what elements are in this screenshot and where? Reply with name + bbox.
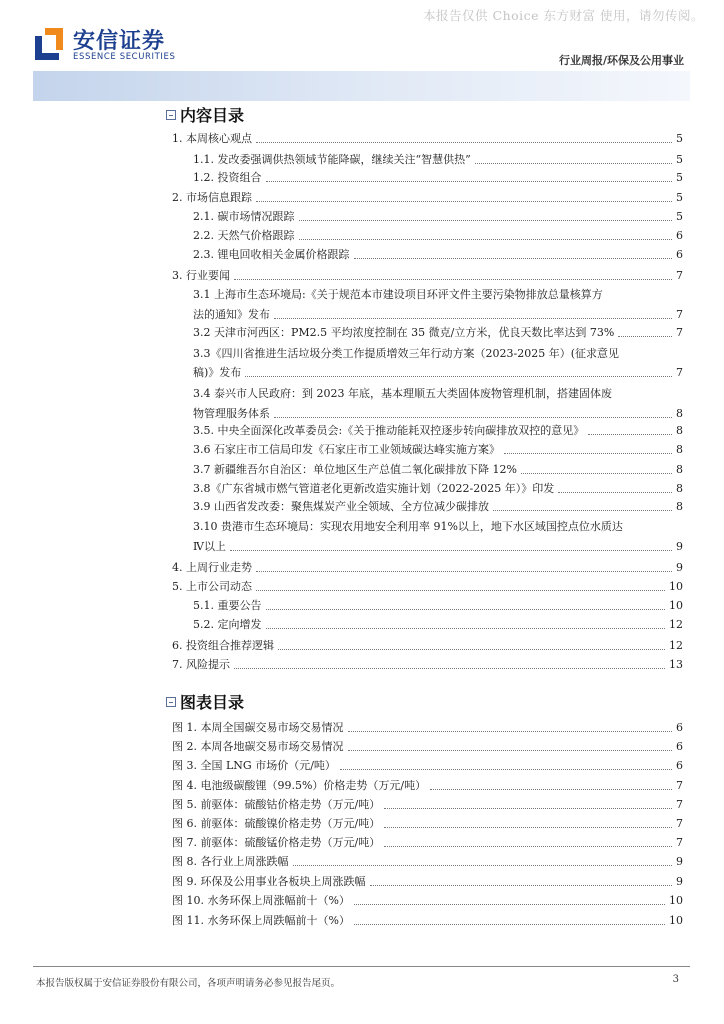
toc-entry-text: 3.9 山西省发改委：聚焦煤炭产业全领域、全方位减少碳排放 [193,500,489,513]
toc-entry-text: 2. 市场信息跟踪 [172,191,252,204]
toc-entry-page: 6 [676,248,683,261]
toc-entry-page: 7 [676,269,683,282]
page-number: 3 [672,974,679,985]
figure-entry-page: 10 [669,894,683,907]
figures-heading [166,690,244,713]
toc-dot-leader [278,630,665,650]
figure-entry-page: 6 [676,759,683,772]
toc-dot-leader [234,649,665,669]
toc-entry-page: 13 [669,658,683,671]
company-logo [33,24,183,68]
figure-entry-text: 图 10. 水务环保上周涨幅前十（%） [172,894,350,907]
toc-entry-page: 8 [676,424,683,437]
toc-entry[interactable] [0,305,724,325]
toc-dot-leader [475,144,672,164]
toc-dot-leader [274,299,672,319]
toc-entry-page: 7 [676,326,683,339]
toc-entry-page: 5 [676,153,683,166]
toc-dot-leader [521,454,672,474]
figure-entry-text: 图 5. 前驱体：硫酸钴价格走势（万元/吨） [172,798,381,811]
toc-entry-page: 12 [669,639,683,652]
toc-entry[interactable] [0,266,724,286]
toc-dot-leader [266,590,666,610]
toc-entry-page: 10 [669,580,683,593]
toc-entry-page: 8 [676,443,683,456]
toc-dot-leader [256,123,672,143]
toc-dot-leader [256,552,672,572]
figure-dot-leader [384,827,672,847]
toc-entry-text: 3.8《广东省城市燃气管道老化更新改造实施计划（2022-2025 年）》印发 [193,482,555,495]
toc-entry-text: 3.5. 中央全面深化改革委员会:《关于推动能耗双控逐步转向碳排放双控的意见》 [193,424,585,437]
toc-dot-leader [354,239,673,259]
toc-entry-text: 3.10 贵港市生态环境局：实现农用地安全利用率 91%以上，地下水区域国控点位水质达 [193,520,623,533]
toc-entry-text: 3. 行业要闻 [172,269,230,282]
toc-entry-page: 5 [676,191,683,204]
figure-entry-text: 图 2. 本周各地碳交易市场交易情况 [172,740,344,753]
toc-dot-leader [504,434,672,454]
toc-dot-leader [234,260,672,280]
toc-entry-page: 9 [676,540,683,553]
figure-dot-leader [354,885,665,905]
figure-entry-page: 7 [676,836,683,849]
toc-dot-leader [256,182,672,202]
toc-entry-text: 3.2 天津市河西区：PM2.5 平均浓度控制在 35 微克/立方米，优良天数比率达到 73% [193,326,615,339]
figure-dot-leader [370,866,673,886]
heading-square-icon [166,110,176,120]
toc-entry-page: 8 [676,463,683,476]
figure-dot-leader [430,770,672,790]
footer-disclaimer: 本报告版权属于安信证券股份有限公司，各项声明请务必参见报告尾页。 [36,978,341,989]
toc-entry-page: 8 [676,482,683,495]
toc-entry-text: 3.4 泰兴市人民政府：到 2023 年底，基本理顺五大类固体废物管理机制，搭建固体废 [193,387,612,400]
watermark: 本报告仅供 Choice 东方财富 使用，请勿传阅。 [423,8,704,23]
essence-logo-icon [33,26,65,62]
figure-entry-text: 图 4. 电池级碳酸锂（99.5%）价格走势（万元/吨） [172,779,427,792]
toc-entry-text: 物管理服务体系 [193,407,270,420]
logo-english-name: ESSENCE SECURITIES [73,52,176,62]
toc-entry-page: 5 [676,171,683,184]
figure-entry-text: 图 7. 前驱体：硫酸锰价格走势（万元/吨） [172,836,381,849]
figure-dot-leader [293,846,673,866]
toc-entry-text: 2.3. 锂电回收相关金属价格跟踪 [193,248,350,261]
toc-entry-page: 5 [676,132,683,145]
toc-entry-text: 1. 本周核心观点 [172,132,252,145]
toc-entry[interactable] [0,323,724,343]
figure-entry-text: 图 9. 环保及公用事业各板块上周涨跌幅 [172,875,366,888]
toc-entry-text: 5.1. 重要公告 [193,599,262,612]
toc-entry-text: 3.7 新疆维吾尔自治区：单位地区生产总值二氧化碳排放下降 12% [193,463,517,476]
toc-dot-leader [256,571,665,591]
toc-dot-leader [299,201,673,221]
figure-dot-leader [384,789,672,809]
toc-entry-text: 3.3《四川省推进生活垃圾分类工作提质增效三年行动方案（2023-2025 年）(征求意见 [193,347,619,360]
toc-entry-text: 5.2. 定向增发 [193,618,262,631]
toc-entry-page: 7 [676,308,683,321]
logo-chinese-name: 安信证券 [73,29,166,54]
toc-entry[interactable] [0,363,724,383]
figure-entry-page: 9 [676,855,683,868]
toc-entry-text: 4. 上周行业走势 [172,561,252,574]
figure-entry-text: 图 6. 前驱体：硫酸镍价格走势（万元/吨） [172,817,381,830]
figure-dot-leader [348,712,673,732]
figure-entry-page: 9 [676,875,683,888]
toc-entry-text: 3.6 石家庄市工信局印发《石家庄市工业领域碳达峰实施方案》 [193,443,500,456]
toc-entry-text: 3.1 上海市生态环境局:《关于规范本市建设项目环评文件主要污染物排放总量核算方 [193,288,603,301]
toc-entry-page: 5 [676,210,683,223]
figure-entry-text: 图 11. 水务环保上周跌幅前十（%） [172,914,350,927]
toc-dot-leader [266,162,673,182]
figure-entry[interactable] [0,911,724,931]
toc-entry-page: 8 [676,500,683,513]
toc-entry-text: 1.2. 投资组合 [193,171,262,184]
footer-rule [33,966,690,967]
figure-entry-page: 10 [669,914,683,927]
toc-entry-text: 5. 上市公司动态 [172,580,252,593]
toc-dot-leader [558,473,672,493]
toc-dot-leader [230,531,672,551]
toc-dot-leader [266,609,666,629]
toc-entry-text: 7. 风险提示 [172,658,230,671]
figure-dot-leader [384,808,672,828]
toc-dot-leader [618,317,672,337]
toc-dot-leader [493,491,672,511]
heading-square-icon [166,697,176,707]
toc-entry-text: 法的通知》发布 [193,308,270,321]
figure-dot-leader [340,750,672,770]
toc-entry-text: 1.1. 发改委强调供热领域节能降碳，继续关注“智慧供热” [193,153,471,166]
contents-heading-text: 内容目录 [180,106,245,125]
toc-entry[interactable] [0,655,724,675]
figures-heading-text: 图表目录 [180,693,245,712]
figure-entry-page: 7 [676,779,683,792]
toc-entry-text: Ⅳ以上 [193,540,226,553]
toc-entry-page: 8 [676,407,683,420]
toc-entry-text: 2.2. 天然气价格跟踪 [193,229,295,242]
contents-heading [166,103,244,126]
toc-entry-text: 6. 投资组合推荐逻辑 [172,639,274,652]
toc-entry-page: 7 [676,366,683,379]
toc-entry-page: 9 [676,561,683,574]
toc-entry-text: 稿)》发布 [193,366,242,379]
toc-entry-page: 12 [669,618,683,631]
figure-entry-text: 图 8. 各行业上周涨跌幅 [172,855,289,868]
toc-entry-page: 10 [669,599,683,612]
figure-entry-page: 6 [676,721,683,734]
figure-entry-page: 7 [676,798,683,811]
figure-entry-page: 7 [676,817,683,830]
figure-dot-leader [354,905,665,925]
toc-entry-page: 6 [676,229,683,242]
toc-entry[interactable] [0,497,724,517]
figure-entry-text: 图 3. 全国 LNG 市场价（元/吨） [172,759,336,772]
header-band [33,71,690,101]
toc-dot-leader [588,415,672,435]
figure-dot-leader [348,731,673,751]
toc-dot-leader [299,220,673,240]
figure-entry-text: 图 1. 本周全国碳交易市场交易情况 [172,721,344,734]
toc-entry-text: 2.1. 碳市场情况跟踪 [193,210,295,223]
figure-entry-page: 6 [676,740,683,753]
toc-dot-leader [245,357,672,377]
report-type-label: 行业周报/环保及公用事业 [558,54,684,67]
